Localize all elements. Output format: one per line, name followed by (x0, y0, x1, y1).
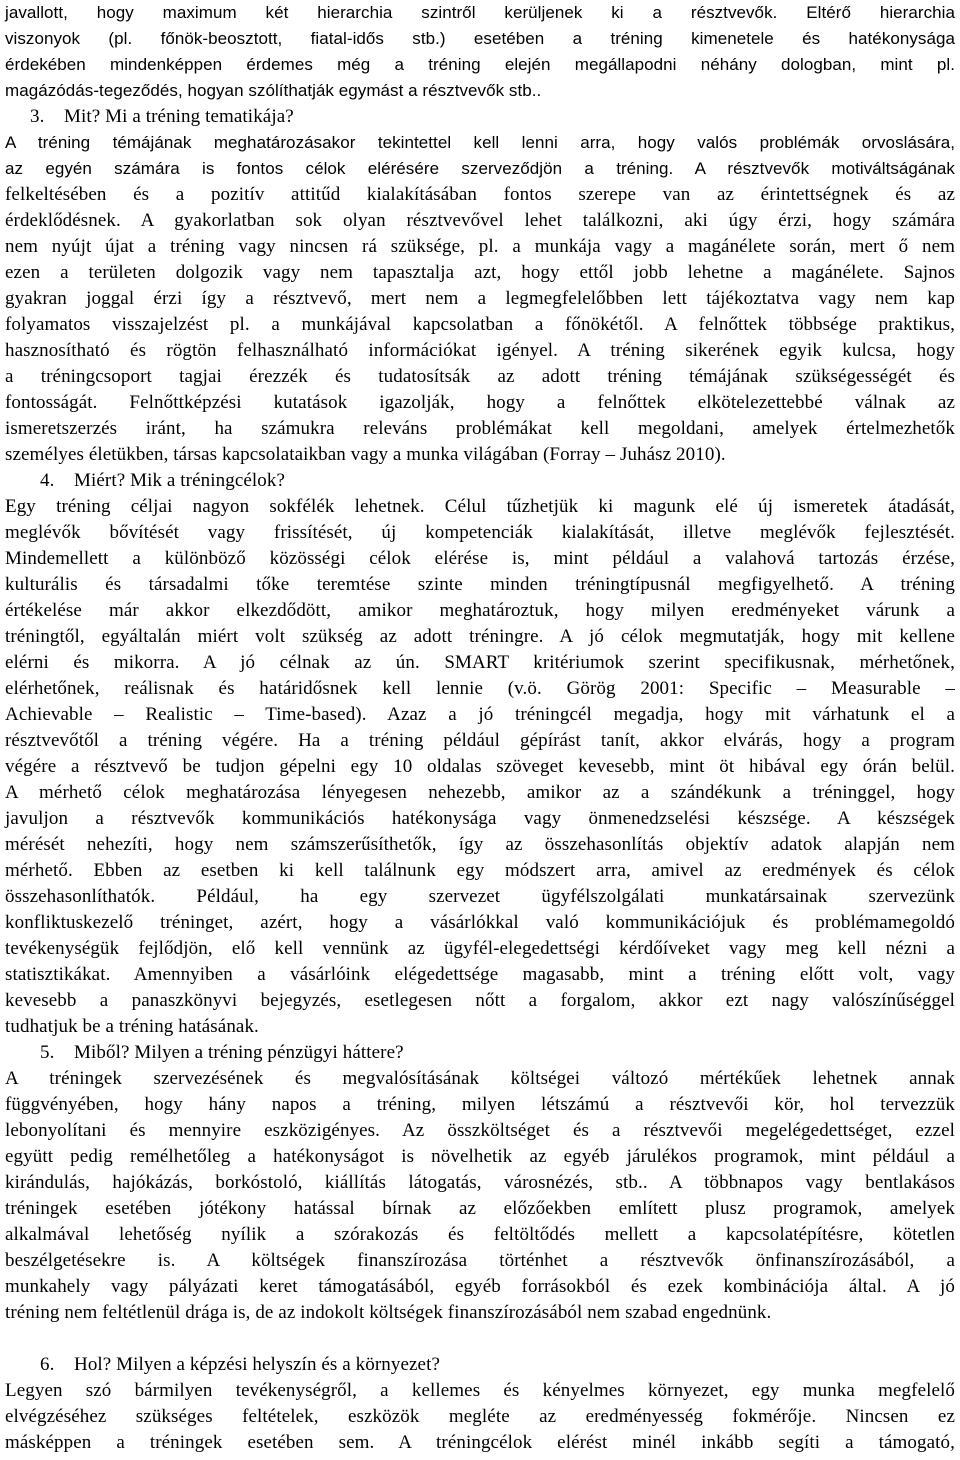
section-number: 3. (30, 106, 45, 127)
text-line: Mindemellett a különböző közösségi célok elérése is, mint például a valahová tartozás érzése, (5, 548, 955, 569)
text-line: kevesebb a panaszkönyvi bejegyzés, esetlegesen nőtt a forgalom, akkor ezt nagy valószínűséggel (5, 990, 955, 1011)
text-line: elvégzéséhez szükséges feltételek, eszközök megléte az eredményesség fokmérője. Nincsen ez (5, 1406, 955, 1427)
text-line: érdekében mindenképpen érdemes még a tréning elején megállapodni néhány dologban, mint pl. (5, 55, 955, 74)
text-line: a tréningcsoport tagjai érezzék és tudatosítsák az adott tréning témájának szükségességét és (5, 366, 955, 387)
text-line: felkeltésében és a pozitív attitűd kialakításában fontos szerepe van az érintettségnek és az (5, 184, 955, 205)
text-line: alkalmával lehetőség nyílik a szórakozás és feltöltődés mellett a kapcsolatépítésre, kötetlen (5, 1224, 955, 1245)
section-heading-6 (40, 1352, 440, 1378)
section-heading-4 (40, 468, 285, 494)
text-line: fontosságát. Felnőttképzési kutatások igazolják, hogy a felnőttek elkötelezettebbé válnak az (5, 392, 955, 413)
text-line: nem nyújt újat a tréning vagy nincsen rá szüksége, pl. a munkája vagy a magánélete során, mert ő nem (5, 236, 955, 257)
section-number: 5. (40, 1042, 55, 1063)
text-line: az egyén számára is fontos célok elérésére szerveződjön a tréning. A résztvevők motiváltságának (5, 159, 955, 178)
text-line: elérni és mikorra. A jó célnak az ún. SMART kritériumok szerint specifikusnak, mérhetőnek, (5, 652, 955, 673)
section-number: 4. (40, 470, 55, 491)
text-line: végére a résztvevő be tudjon gépelni egy 10 oldalas szöveget kevesebb, mint öt hibával egy órán belül. (5, 756, 955, 777)
text-line: statisztikákat. Amennyiben a vásárlóink elégedettsége magasabb, mint a tréning előtt volt, vagy (5, 964, 955, 985)
text-line: javuljon a résztvevők kommunikációs hatékonysága vagy önmenedzselési készsége. A készségek (5, 808, 955, 829)
text-line: folyamatos visszajelzést pl. a munkájával kapcsolatban a főnökétől. A felnőttek többsége praktikus, (5, 314, 955, 335)
text-line: konfliktuskezelő tréninget, azért, hogy a vásárlókkal való kommunikációjuk és problémamegoldó (5, 912, 955, 933)
text-line: meglévők bővítését vagy frissítését, új kompetenciák kialakítását, illetve meglévők fejlesztését. (5, 522, 955, 543)
text-line: hasznosítható és rögtön felhasználható információkat igényel. A tréning sikerének egyik kulcsa, hogy (5, 340, 955, 361)
goals-paragraph (5, 494, 955, 1040)
text-line: tréningtől, egyáltalán miért volt szükség az adott tréningre. A jó célok megmutatják, hogy mit kellene (5, 626, 955, 647)
text-line: ezen a területen dolgozik vagy nem tapasztalja azt, hogy ettől jobb lehetne a magánélete. Sajnos (5, 262, 955, 283)
text-line: kulturális és társadalmi tőke teremtése szinte minden tréningtípusnál megfigyelhető. A tréning (5, 574, 955, 595)
text-line: résztvevőtől a tréning végére. Ha a tréning például gépírást tanít, akkor elvárás, hogy a program (5, 730, 955, 751)
text-line: tudhatjuk be a tréning hatásának. (5, 1016, 259, 1037)
text-line: javallott, hogy maximum két hierarchia szintről kerüljenek ki a résztvevők. Eltérő hierarchia (5, 3, 955, 22)
text-line: A tréningek szervezésének és megvalósításának költségei változó mértékűek lehetnek annak (5, 1068, 955, 1089)
section-heading-5 (40, 1040, 404, 1066)
text-line: tréning nem feltétlenül drága is, de az indokolt költségek finanszírozásából nem szabad engednünk. (5, 1302, 772, 1323)
text-line: Achievable – Realistic – Time-based). Azaz a jó tréningcél megadja, hogy mit várhatunk el a (5, 704, 955, 725)
finance-paragraph (5, 1066, 955, 1326)
text-line: Legyen szó bármilyen tevékenységről, a kellemes és kényelmes környezet, egy munka megfelelő (5, 1380, 955, 1401)
text-line: együtt pedig remélhetőleg a hatékonyságot is növelhetik az egyéb járulékos programok, mint például a (5, 1146, 955, 1167)
text-line: A tréning témájának meghatározásakor tekintettel kell lenni arra, hogy valós problémák orvoslására, (5, 133, 955, 152)
text-line: értékelése már akkor elkezdődött, amikor meghatároztuk, hogy milyen eredményeket várunk a (5, 600, 955, 621)
text-line: gyakran joggal érzi így a résztvevő, mert nem a legmegfelelőbben lett tájékoztatva vagy nem kap (5, 288, 955, 309)
text-line: mérését nehezíti, hogy nem számszerűsíthetők, így az összehasonlítás objektív adatok alapján nem (5, 834, 955, 855)
intro-paragraph (5, 0, 955, 104)
text-line: elérhetőnek, reálisnak és határidősnek kell lennie (v.ö. Görög 2001: Specific – Measurable – (5, 678, 955, 699)
section-title: Mit? Mi a tréning tematikája? (64, 106, 294, 127)
topic-paragraph (5, 130, 955, 468)
text-line: ismeretszerzés iránt, ha számukra releváns problémákat kell megoldani, amelyek értelmezhetők (5, 418, 955, 439)
text-line: tevékenységük fejlődjön, elő kell vennünk az ügyfél-elegedettségi kérdőíveket vagy meg kell nézni a (5, 938, 955, 959)
text-line: másképpen a tréningek esetében sem. A tréningcélok elérést minél inkább segíti a támogató, (5, 1432, 955, 1453)
section-number: 6. (40, 1354, 55, 1375)
text-line: érdeklődésnek. A gyakorlatban sok olyan résztvevővel lehet találkozni, aki úgy érzi, hogy számára (5, 210, 955, 231)
text-line: összehasonlíthatók. Például, ha egy szervezet ügyfélszolgálati munkatársainak szervezünk (5, 886, 955, 907)
text-line: munkahely vagy pályázati keret támogatásából, egyéb forrásokból és ezek kombinációja által. A jó (5, 1276, 955, 1297)
section-title: Miért? Mik a tréningcélok? (74, 470, 285, 491)
text-line: A mérhető célok meghatározása lényegesen nehezebb, amikor az a szándékunk a tréninggel, hogy (5, 782, 955, 803)
section-title: Miből? Milyen a tréning pénzügyi háttere? (74, 1042, 404, 1063)
location-paragraph (5, 1378, 955, 1456)
text-line: mérhető. Ebben az esetben ki kell találnunk egy módszert arra, amivel az eredmények és célok (5, 860, 955, 881)
text-line: Egy tréning céljai nagyon sokfélék lehetnek. Célul tűzhetjük ki magunk elé új ismeretek átadását, (5, 496, 955, 517)
text-line: magázódás-tegeződés, hogyan szólíthatják egymást a résztvevők stb.. (5, 81, 542, 100)
text-line: személyes életükben, társas kapcsolataikban vagy a munka világában (Forray – Juhász 2010). (5, 444, 726, 465)
section-title: Hol? Milyen a képzési helyszín és a környezet? (74, 1354, 440, 1375)
text-line: kirándulás, hajókázás, borkóstoló, kiállítás látogatás, városnézés, stb.. A többnapos vagy bentlakásos (5, 1172, 955, 1193)
text-line: tréningek esetében jótékony hatással bírnak az előzőekben említett plusz programok, amelyek (5, 1198, 955, 1219)
text-line: viszonyok (pl. főnök-beosztott, fiatal-idős stb.) esetében a tréning kimenetele és hatékonysága (5, 29, 955, 48)
text-line: függvényében, hogy hány napos a tréning, milyen létszámú a résztvevői kör, hol tervezzük (5, 1094, 955, 1115)
section-heading-3 (30, 104, 294, 130)
text-line: beszélgetésekre is. A költségek finanszírozása történhet a résztvevők önfinanszírozásából, a (5, 1250, 955, 1271)
text-line: lebonyolítani és mennyire eszközigényes. Az összköltséget és a résztvevői megelégedettséget, ezzel (5, 1120, 955, 1141)
